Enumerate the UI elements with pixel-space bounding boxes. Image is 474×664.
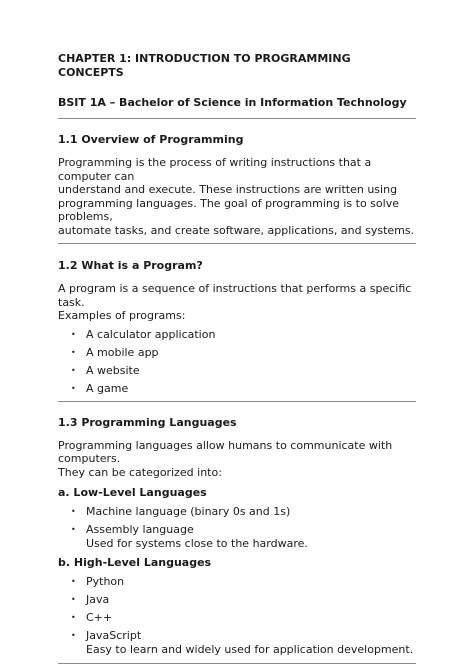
list-item	[58, 611, 416, 625]
list-item-label: Machine language (binary 0s and 1s)	[86, 505, 291, 518]
list-item	[58, 629, 416, 657]
list-item-label: JavaScript	[86, 629, 142, 642]
list-item-label: Assembly language	[86, 523, 194, 536]
bullet-icon: •	[71, 613, 76, 622]
paragraph-line: They can be categorized into:	[58, 465, 222, 479]
paragraph-line: automate tasks, and create software, applications, and systems.	[58, 223, 415, 237]
paragraph-line: Programming languages allow humans to communicate with computers.	[58, 438, 393, 465]
bullet-icon: •	[71, 507, 76, 516]
list-item-label: Java	[86, 593, 110, 606]
list-item-label: A website	[86, 363, 140, 377]
paragraph-line: understand and execute. These instructions are written using	[58, 183, 398, 196]
paragraph-line: programming languages. The goal of programming is to solve problems,	[58, 196, 399, 223]
list-item	[58, 382, 416, 396]
divider	[58, 243, 416, 244]
subheading-low-level: a. Low-Level Languages	[58, 486, 207, 499]
list-item	[58, 593, 416, 607]
section-heading-program: 1.2 What is a Program?	[58, 259, 203, 272]
list-item-note: Used for systems close to the hardware.	[86, 537, 308, 550]
bullet-icon: •	[71, 383, 76, 393]
bullet-icon: •	[71, 365, 76, 375]
list-item-label: A game	[86, 381, 129, 395]
divider	[58, 118, 416, 119]
section-heading-languages: 1.3 Programming Languages	[58, 415, 237, 429]
list-item-label: A calculator application	[86, 327, 216, 341]
overview-paragraph	[58, 156, 416, 237]
paragraph-line: A program is a sequence of instructions that performs a specific task.	[58, 282, 412, 309]
low-level-list	[58, 505, 416, 551]
list-item-label: Python	[86, 575, 125, 588]
divider	[58, 401, 416, 402]
bullet-icon: •	[71, 347, 76, 357]
list-item-label: A mobile app	[86, 345, 159, 359]
list-item-note: Easy to learn and widely used for application development.	[86, 643, 414, 656]
paragraph-line: Examples of programs:	[58, 309, 186, 322]
list-item	[58, 364, 416, 378]
bullet-icon: •	[71, 525, 76, 534]
subheading-high-level: b. High-Level Languages	[58, 556, 212, 569]
course-subtitle: BSIT 1A – Bachelor of Science in Information Technology	[58, 96, 407, 109]
languages-paragraph	[58, 439, 416, 480]
program-examples-list	[58, 328, 416, 396]
list-item	[58, 523, 416, 551]
list-item	[58, 328, 416, 342]
program-paragraph	[58, 282, 416, 323]
paragraph-line: Programming is the process of writing instructions that a computer can	[58, 156, 372, 183]
chapter-title: CHAPTER 1: INTRODUCTION TO PROGRAMMING CONCEPTS	[58, 52, 351, 79]
list-item	[58, 346, 416, 360]
section-heading-overview: 1.1 Overview of Programming	[58, 133, 244, 146]
bullet-icon: •	[71, 329, 76, 339]
bullet-icon: •	[71, 631, 76, 640]
list-item	[58, 575, 416, 589]
list-item-label: C++	[86, 611, 113, 624]
bullet-icon: •	[71, 577, 76, 586]
bullet-icon: •	[71, 595, 76, 604]
high-level-list	[58, 575, 416, 657]
list-item	[58, 505, 416, 519]
